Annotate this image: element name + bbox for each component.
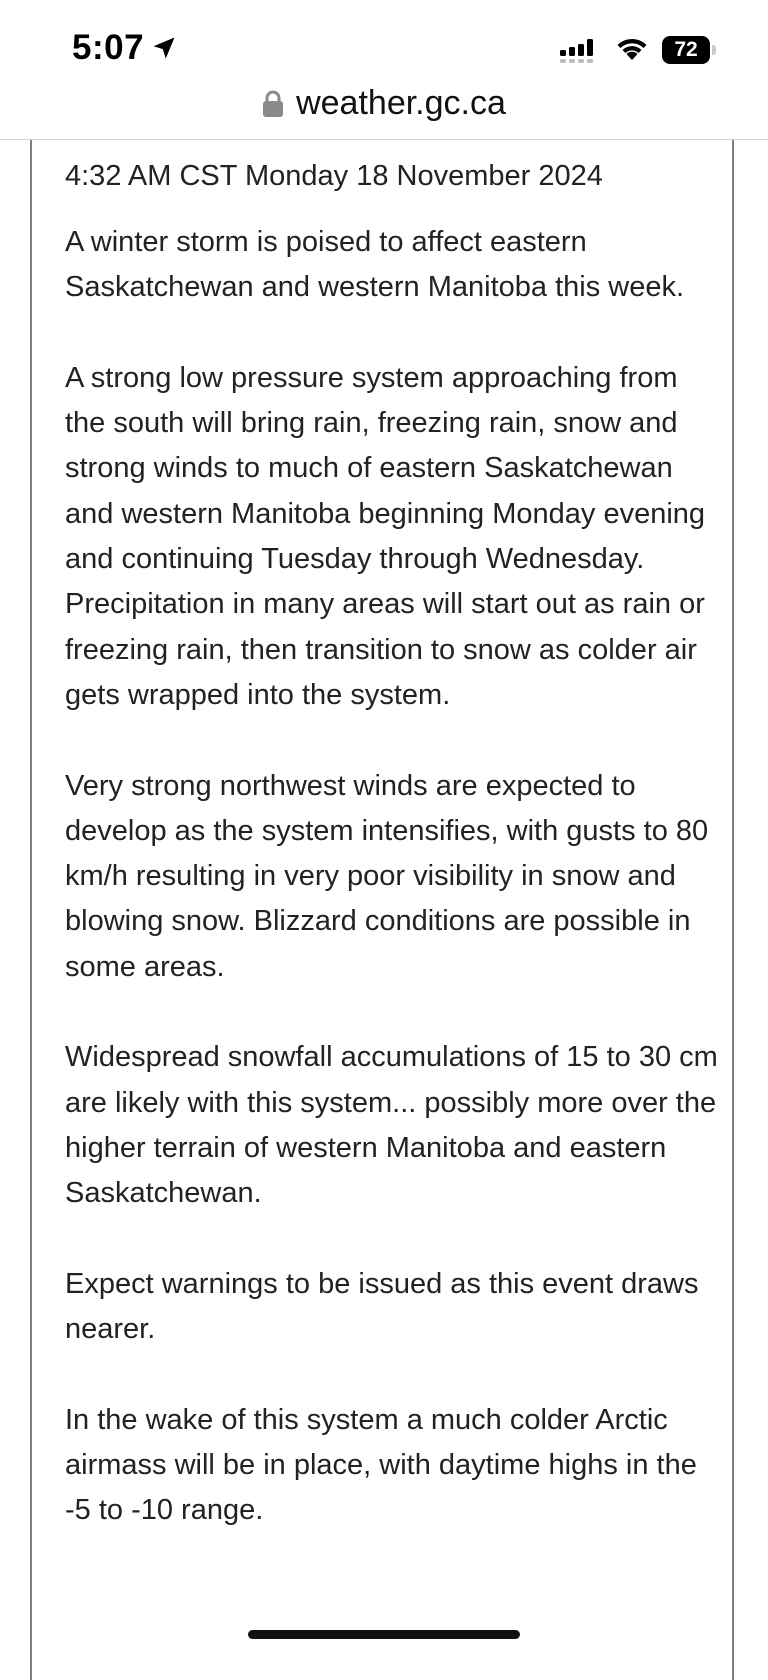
statement-paragraph: Widespread snowfall accumulations of 15 to 30 cm are likely with this system... possibly more over the higher terrain of western Manitoba and eastern Saskatchewan. — [65, 1041, 718, 1210]
battery-level: 72 — [662, 36, 710, 64]
status-time: 5:07 — [72, 28, 145, 67]
address-bar[interactable] — [0, 80, 768, 140]
statement-paragraph: Expect warnings to be issued as this event draws nearer. — [65, 1267, 699, 1346]
home-indicator[interactable] — [248, 1630, 520, 1639]
cellular-signal-icon — [560, 36, 602, 64]
statement-body — [65, 220, 725, 1579]
location-arrow-icon — [150, 34, 178, 62]
address-bar-inner — [262, 84, 506, 123]
statement-content — [30, 140, 734, 1680]
url-domain: weather.gc.ca — [296, 84, 506, 122]
status-bar — [0, 0, 768, 80]
statement-paragraph: A strong low pressure system approaching from the south will bring rain, freezing rain, snow and strong winds to much of eastern Saskatchewan and western Manitoba beginning Monday evening and continuing Tuesday through Wednesday. Precipitation in many areas will start out as rain or freezing rain, then transition to snow as colder air gets wrapped into the system. — [65, 361, 706, 711]
battery-cap — [712, 45, 716, 55]
issued-timestamp: 4:32 AM CST Monday 18 November 2024 — [65, 160, 603, 192]
statement-paragraph: In the wake of this system a much colder Arctic airmass will be in place, with daytime highs in the -5 to -10 range. — [65, 1403, 697, 1527]
statement-paragraph: A winter storm is poised to affect eastern Saskatchewan and western Manitoba this week. — [65, 226, 685, 304]
statement-paragraph: Very strong northwest winds are expected to develop as the system intensifies, with gusts to 80 km/h resulting in very poor visibility in snow and blowing snow. Blizzard conditions are possible in some areas. — [65, 769, 709, 983]
wifi-icon — [614, 34, 650, 62]
lock-icon — [262, 90, 284, 118]
battery-icon — [662, 36, 718, 64]
